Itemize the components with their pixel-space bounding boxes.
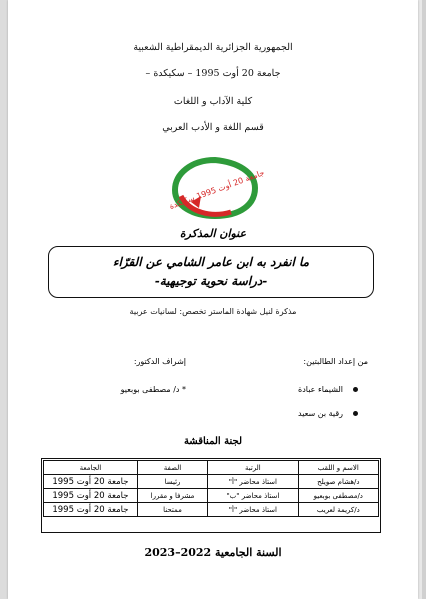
student-name: رقية بن سعيد: [298, 409, 343, 418]
table-cell: جامعة 20 أوت 1995: [44, 475, 138, 489]
table-cell: استاذ محاضر "ب": [208, 489, 298, 503]
column-header: الجامعة: [44, 461, 138, 475]
table-cell: د/كريمة لعريب: [298, 503, 378, 517]
table-cell: ممتحنا: [137, 503, 207, 517]
table-cell: استاذ محاضر "أ": [208, 503, 298, 517]
committee-title: لجنة المناقشة: [183, 436, 243, 447]
bullet-icon: [353, 387, 358, 392]
table-cell: رئيسا: [137, 475, 207, 489]
thesis-label: عنوان المذكرة: [179, 227, 247, 240]
column-header: الرتبة: [208, 461, 298, 475]
header-department: قسم اللغة و الأدب العربي: [162, 122, 264, 133]
header-republic: الجمهورية الجزائرية الديمقراطية الشعبية: [133, 42, 293, 53]
table-cell: د/هشام صويلح: [298, 475, 378, 489]
header-faculty: كلية الآداب و اللغات: [173, 96, 253, 107]
university-logo: [168, 156, 266, 220]
table-cell: د/مصطفى بوبعيو: [298, 489, 378, 503]
committee-table: [43, 460, 379, 517]
thesis-title: ما انفرد به ابن عامر الشامي عن القرّاء: [112, 255, 310, 269]
supervisor-name: * د/ مصطفى بوبعيو: [120, 385, 186, 394]
table-cell: جامعة 20 أوت 1995: [44, 503, 138, 517]
table-cell: استاذ محاضر "أ": [208, 475, 298, 489]
thesis-title-box: [48, 246, 374, 298]
thesis-note: مذكرة لنيل شهادة الماستر تخصص: لسانيات عربية: [129, 307, 297, 316]
bullet-icon: [353, 411, 358, 416]
student-item: [298, 409, 358, 418]
prepared-by-label: من إعداد الطالبتين:: [303, 357, 368, 366]
table-row: [44, 475, 379, 489]
document-page: [8, 0, 418, 599]
thesis-subtitle: -دراسة نحوية توجيهية-: [154, 274, 268, 288]
student-item: [298, 385, 358, 394]
student-name: الشيماء عبادة: [298, 385, 343, 394]
academic-year: السنة الجامعية 2022–2023: [144, 546, 282, 559]
column-header: الاسم و اللقب: [298, 461, 378, 475]
scrollbar[interactable]: [422, 0, 426, 599]
table-cell: جامعة 20 أوت 1995: [44, 489, 138, 503]
window-left-edge: [0, 0, 8, 599]
header-university: جامعة 20 أوت 1995 – سكيكدة –: [145, 68, 281, 79]
table-header-row: [44, 461, 379, 475]
table-cell: مشرفا و مقررا: [137, 489, 207, 503]
table-row: [44, 503, 379, 517]
column-header: الصفة: [137, 461, 207, 475]
table-row: [44, 489, 379, 503]
supervisor-label: إشراف الدكتور:: [133, 357, 186, 366]
logo-text: جامعة 20 أوت 1995 سكيكدة: [168, 168, 266, 211]
